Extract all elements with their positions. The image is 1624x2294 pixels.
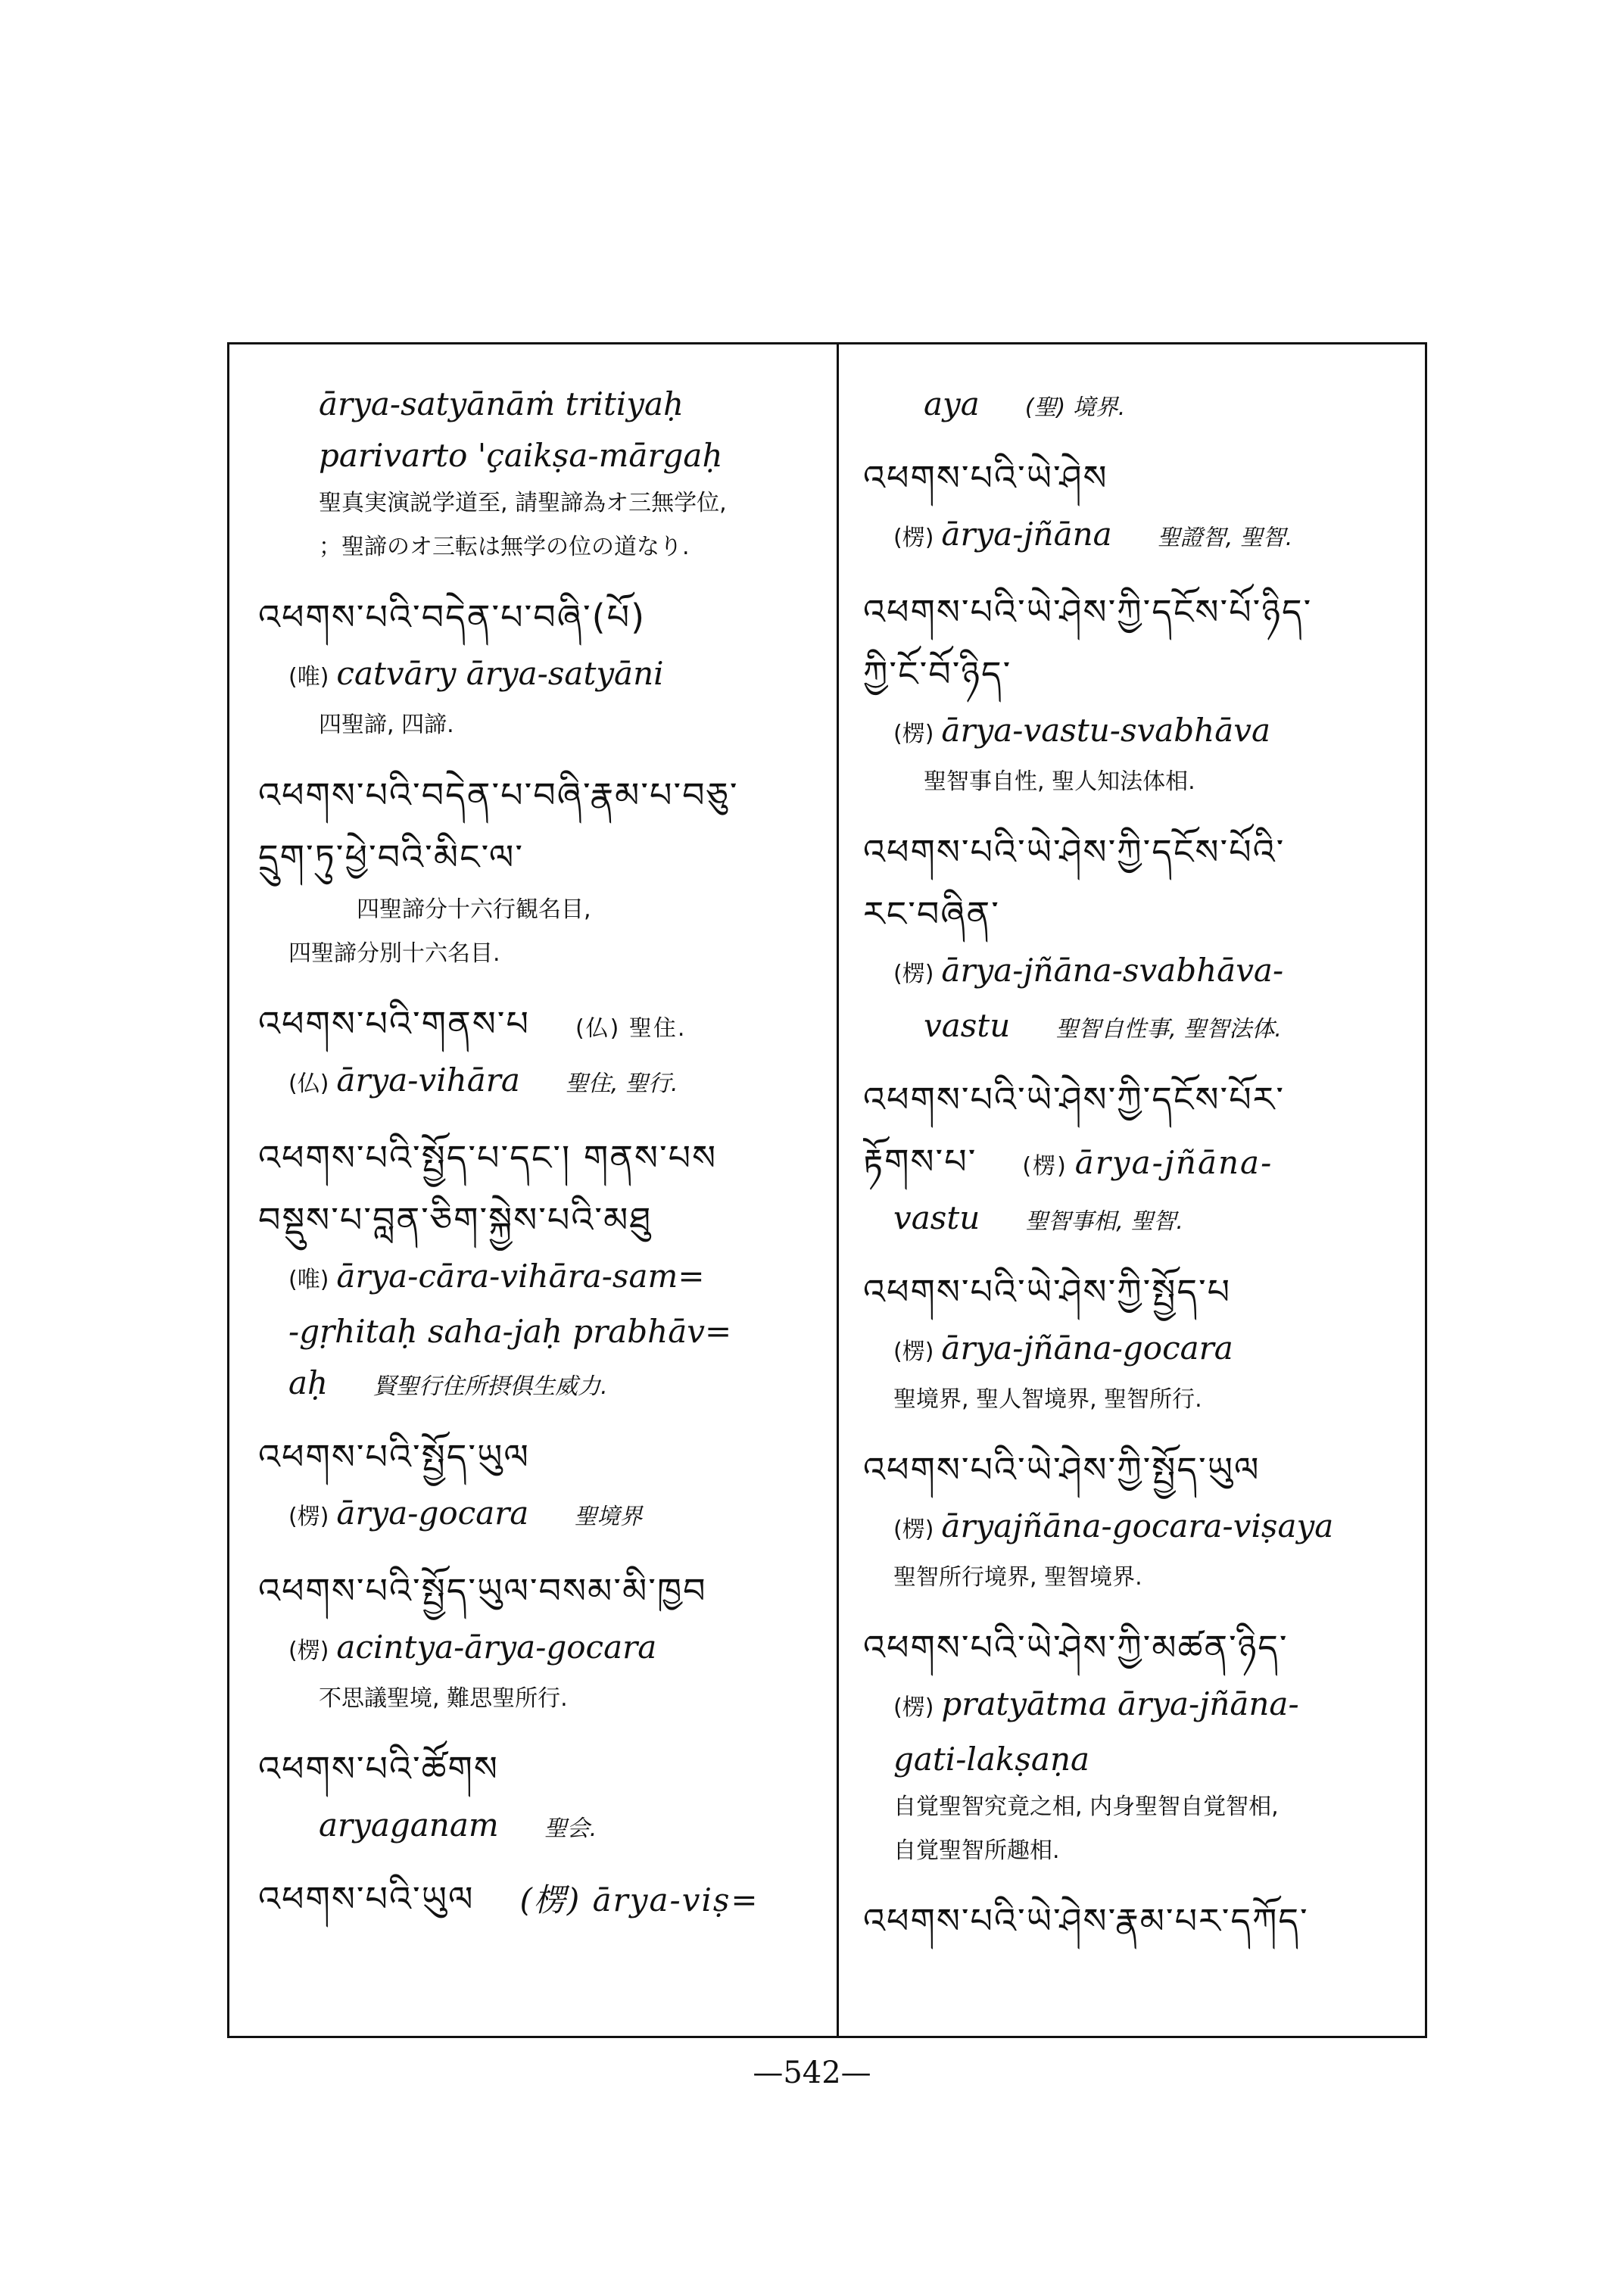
source-mark: (楞) xyxy=(288,1638,329,1664)
chinese-gloss: 賢聖行住所摂俱生威力. xyxy=(373,1373,608,1400)
tibetan-headword-cont: རྟོགས་པ་ xyxy=(863,1141,977,1182)
chinese-gloss: 聖智事相, 聖智. xyxy=(1025,1208,1183,1235)
sanskrit-term: ārya-vihāra xyxy=(336,1061,520,1099)
japanese-gloss: ；聖諦のオ三転は無学の位の道なり. xyxy=(319,534,690,560)
source-mark: (楞) xyxy=(893,1516,934,1543)
sanskrit-term: ārya-cāra-vihāra-sam= xyxy=(336,1258,705,1295)
tibetan-headword: འཕགས་པའི་ཡེ་ཤེས་ཀྱི་སྤྱོད་ཡུལ xyxy=(863,1449,1261,1490)
chinese-gloss: 四聖諦分別十六名目. xyxy=(288,940,500,967)
tibetan-headword: འཕགས་པའི་བདེན་པ་བཞི་རྣམ་པ་བཅུ་ xyxy=(258,775,739,815)
sanskrit-term: catvāry ārya-satyāni xyxy=(336,655,664,692)
source-mark: (仏) xyxy=(288,1071,329,1097)
sanskrit-term: āryajñāna-gocara-viṣaya xyxy=(941,1507,1334,1544)
page-number: —542— xyxy=(753,2056,871,2090)
tibetan-headword: འཕགས་པའི་ཡེ་ཤེས་ཀྱི་མཚན་ཉིད་ xyxy=(863,1627,1289,1668)
tibetan-headword: འཕགས་པའི་བདེན་པ་བཞི་(པོ) xyxy=(258,597,647,637)
dictionary-entry xyxy=(863,1438,1414,1600)
chinese-gloss: 聖智所行境界, 聖智境界. xyxy=(893,1564,1142,1591)
sanskrit-term: ārya-jñāna-gocara xyxy=(941,1329,1233,1367)
source-mark: (楞) xyxy=(893,525,934,551)
sanskrit-term: ārya-vastu-svabhāva xyxy=(941,712,1271,749)
tibetan-headword: འཕགས་པའི་ཡེ་ཤེས་ཀྱི་དངོས་པོར་ xyxy=(863,1079,1285,1120)
sanskrit-term-cont: -gṛhitaḥ saha-jaḥ prabhāv= xyxy=(288,1313,732,1350)
source-mark: (楞) xyxy=(893,961,934,987)
tibetan-headword: འཕགས་པའི་སྤྱོད་ཡུལ་བསམ་མི་ཁྱབ xyxy=(258,1570,707,1611)
source-mark: (楞) xyxy=(893,1339,934,1365)
chinese-gloss: 聖智自性事, 聖智法体. xyxy=(1055,1016,1282,1043)
sanskrit-term: pratyātma ārya-jñāna- xyxy=(941,1685,1299,1722)
chinese-gloss: 自覚聖智所趣相. xyxy=(893,1837,1060,1864)
chinese-gloss: 聖住, 聖行. xyxy=(565,1071,678,1097)
dictionary-entry xyxy=(863,821,1414,1052)
dictionary-entry xyxy=(258,379,820,569)
chinese-gloss: 聖智事自性, 聖人知法体相. xyxy=(924,768,1195,795)
chinese-gloss: 聖会. xyxy=(544,1816,597,1842)
dictionary-entry xyxy=(258,1868,820,1930)
sanskrit-term-cont: gati-lakṣaṇa xyxy=(893,1741,1090,1778)
source-mark: (唯) xyxy=(288,1267,329,1293)
tibetan-headword-cont: དྲུག་ཏུ་ཕྱེ་བའི་མིང་ལ་ xyxy=(258,837,524,877)
sanskrit-term: (楞) ārya-viṣ= xyxy=(519,1881,759,1918)
dictionary-entry xyxy=(863,447,1414,564)
left-column xyxy=(229,342,835,2038)
sanskrit-term: ārya-gocara xyxy=(336,1495,529,1532)
tibetan-headword: འཕགས་པའི་ཡེ་ཤེས་རྣམ་པར་དཀོད་ xyxy=(863,1900,1309,1941)
tibetan-headword: འཕགས་པའི་ཡེ་ཤེས་ཀྱི་དངོས་པོའི་ xyxy=(863,831,1286,872)
source-mark: (楞) xyxy=(1022,1153,1068,1180)
chinese-gloss: 聖境界, 聖人智境界, 聖智所行. xyxy=(893,1386,1202,1413)
chinese-gloss: 四聖諦分十六行観名目, xyxy=(357,896,591,923)
column-divider xyxy=(837,342,839,2038)
dictionary-entry xyxy=(863,1890,1414,1952)
tibetan-headword: འཕགས་པའི་གནས་པ xyxy=(258,1003,530,1044)
tibetan-headword: འཕགས་པའི་ཡེ་ཤེས་ཀྱི་དངོས་པོ་ཉིད་ xyxy=(863,591,1313,632)
right-column xyxy=(840,342,1425,2038)
dictionary-entry xyxy=(258,1560,820,1721)
chinese-gloss: 聖證智, 聖智. xyxy=(1157,525,1293,551)
sanskrit-term: acintya-ārya-gocara xyxy=(336,1629,657,1666)
dictionary-entry xyxy=(258,993,820,1110)
dictionary-entry xyxy=(863,1616,1414,1873)
source-mark: (唯) xyxy=(288,664,329,690)
chinese-gloss: 自覚聖智究竟之相, 内身聖智自覚智相, xyxy=(893,1794,1279,1820)
tibetan-headword: འཕགས་པའི་སྤྱོད་པ་དང་། གནས་པས xyxy=(258,1137,718,1178)
tibetan-headword-cont: རང་བཞིན་ xyxy=(863,893,1000,934)
sanskrit-term: ārya-satyānāṁ tritiyaḥ xyxy=(319,385,684,422)
dictionary-entry xyxy=(258,764,820,976)
sanskrit-term-cont: aya xyxy=(924,385,980,422)
chinese-gloss: 四聖諦, 四諦. xyxy=(319,712,454,738)
chinese-gloss: 聖境界 xyxy=(574,1504,643,1530)
source-mark: (楞) xyxy=(288,1504,329,1530)
sanskrit-term: aryaganam xyxy=(319,1806,499,1844)
dictionary-entry xyxy=(258,1426,820,1543)
tibetan-headword: འཕགས་པའི་ཡེ་ཤེས xyxy=(863,457,1108,498)
source-mark: (楞) xyxy=(893,721,934,747)
dictionary-entry xyxy=(258,1127,820,1409)
dictionary-entry xyxy=(863,1261,1414,1422)
tibetan-headword: འཕགས་པའི་སྤྱོད་ཡུལ xyxy=(258,1436,530,1477)
tibetan-headword-cont: བསྡུས་པ་བླན་ཅིག་སྐྱེས་པའི་མཐུ xyxy=(258,1199,653,1240)
sanskrit-term: ārya-jñāna- xyxy=(1074,1144,1273,1181)
sanskrit-term-cont: vastu xyxy=(924,1007,1011,1044)
dictionary-entry xyxy=(258,586,820,747)
chinese-gloss: (仏) 聖住. xyxy=(575,1015,687,1042)
chinese-gloss: 不思議聖境, 難思聖所行. xyxy=(319,1685,568,1712)
tibetan-headword-cont: ཀྱི་ངོ་བོ་ཉིད་ xyxy=(863,653,1012,694)
chinese-gloss: 聖真実演説学道至, 請聖諦為オ三無学位, xyxy=(319,490,727,516)
sanskrit-term: ārya-jñāna-svabhāva- xyxy=(941,952,1284,989)
source-mark: (楞) xyxy=(893,1694,934,1721)
dictionary-entry xyxy=(258,1738,820,1851)
dictionary-entry xyxy=(863,379,1414,430)
sanskrit-term-cont: vastu xyxy=(893,1199,980,1236)
tibetan-headword: འཕགས་པའི་ཡུལ xyxy=(258,1878,475,1919)
sanskrit-term: ārya-jñāna xyxy=(941,516,1112,553)
sanskrit-term: parivarto 'çaikṣa-mārgaḥ xyxy=(319,437,723,474)
tibetan-headword: འཕགས་པའི་ཡེ་ཤེས་ཀྱི་སྤྱོད་པ xyxy=(863,1271,1232,1312)
sanskrit-term-cont: aḥ xyxy=(288,1364,329,1401)
dictionary-entry xyxy=(863,1068,1414,1244)
dictionary-entry xyxy=(863,581,1414,804)
chinese-gloss: (聖) 境界. xyxy=(1024,394,1126,421)
tibetan-headword: འཕགས་པའི་ཚོགས xyxy=(258,1748,499,1789)
